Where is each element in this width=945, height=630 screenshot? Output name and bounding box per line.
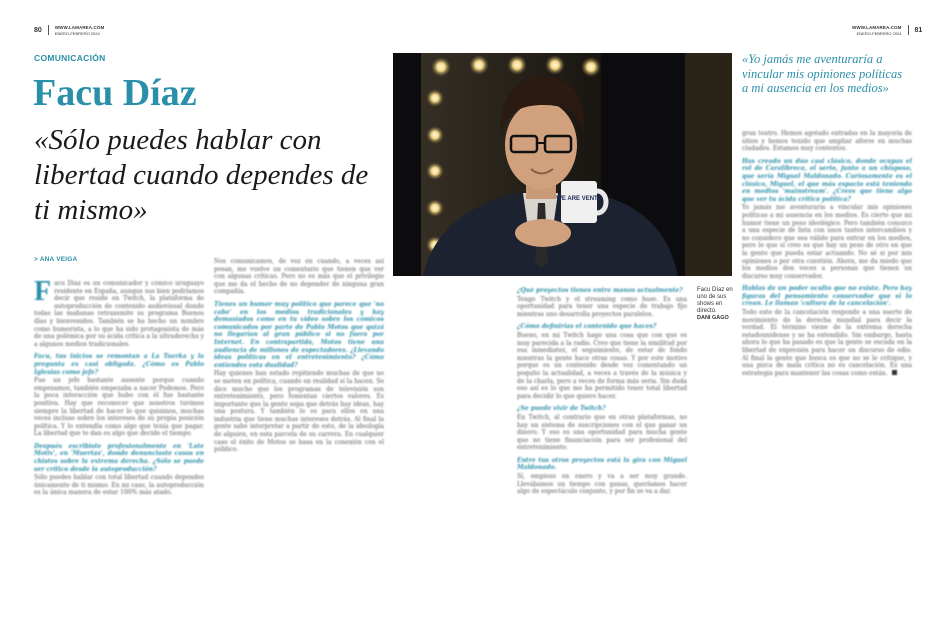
right-site: WWW.LAMAREA.COM [852,25,902,30]
right-page-header [852,25,922,36]
interview-question: ¿Cómo definirías el contenido que haces? [517,323,657,331]
article-column-1 [34,280,204,580]
interview-question: ¿Se puede vivir de Twitch? [517,405,606,413]
portrait-photo [393,53,732,276]
byline: > ANA VEIGA [34,256,78,263]
left-issue: ENERO-FEBRERO 2024 [54,30,100,36]
article-column-4 [742,130,912,588]
photo-credit: DANI GAGO [697,315,729,321]
interviewee-name: Facu Díaz [33,72,197,114]
end-of-article-mark [892,370,897,375]
caption-text: Facu Díaz en uno de sus shows en directo. [697,287,733,314]
paragraph: Sí, empiezo en enero y va a ser muy grande. Llevábamos un tiempo con ganas, queríamos hacer algo de espectáculo conjunto, y por fin se va a dar. [517,473,687,496]
photo-caption [697,287,733,322]
paragraph: gran teatro. Hemos agotado entradas en la mayoría de sitios y hemos tenido que ampliar aforos en muchas ciudades. Estamos muy contentos. [742,130,912,153]
interview-question: Tienes un humor muy político que parece que 'no cabe' en los medios tradicionales y hay demasiados como en tu vídeo sobre los cómicos comunicados por parte de Pablo Motos que quizá no llegarían al gran público si no fuera por Internet. En contrapartida, Motos tiene una audiencia de millones de espectadores. ¿Llevando ideas políticas en el entretenimiento? ¿Cómo entiendes esta dualidad? [214,300,384,369]
drop-cap: F [34,280,52,307]
article-column-2 [214,258,384,588]
paragraph: acu Díaz es un comunicador y cómico uruguayo residente en España, aunque sus bien podríamos decir que reside en Twitch, la plataforma de autoproducción de contenido audiovisual donde todas las mañanas retransmite su programa Buenos días y bienvenidos. También se ha hecho un nombre como humorista, a lo que ha sido protagonista de más de una polémica por su ácida crítica a la ultraderecha y a algunos medios tradicionales. [34,280,204,348]
interview-question: Entre tus otros proyectos está la gira con Miguel Maldonado. [517,456,687,472]
pull-quote: «Yo jamás me aventuraría a vincular mis opiniones políticas a mi ausencia en los medios» [742,52,903,95]
left-page-number: 80 [34,26,42,34]
paragraph: Tengo Twitch y el streaming como base. Es una oportunidad para tener una especie de trabajo fijo mientras uno desarrolla proyectos paralelos. [517,295,687,318]
left-header-text [55,25,105,36]
paragraph: Fue un jefe bastante ausente porque cuando empezamos, también empezaba a nacer Podemos. Pero la poca interacción que hubo con él fue bastante positiva. Hay que reconocer que nosotros tuvimos siempre la libertad de hacer lo que quisimos, muchas veces incluso sobre los intereses de su propia posición política. Y lo entendía como algo que tenía que pagar. La libertad que te dan es algo que decide el tiempo. [34,377,204,438]
header-divider [908,25,909,35]
interview-question: ¿Qué proyectos tienes entre manos actualmente? [517,287,683,294]
paragraph: Nos comunicamos, de vez en cuando, a veces así pesan, me vuelve un comentario que tienen que ver con algunas críticas. Pero no es más que el privilegio que me da el hecho de no depender de ninguna gran compañía. [214,258,384,296]
right-issue: ENERO-FEBRERO 2024 [856,30,902,36]
article-column-3 [517,287,687,587]
left-page-header [34,25,104,36]
paragraph: En Twitch, al contrario que en otras plataformas, no hay un sistema de suscripciones con el que ganar un dinero. Y eso es una oportunidad para mucha gente que no tiene financiación para ser profesional del entretenimiento. [517,413,687,452]
paragraph: Sólo puedes hablar con total libertad cuando dependes únicamente de ti mismo. En mi caso, la autoproducción es la única manera de estar 100% más atado. [34,474,204,497]
interview-question: Has creado un dúo casi clásico, donde ocupas el rol de Caralibreca, el serio, junto a un chisposo, que sería Miguel Maldonado. Curiosamente es el clásico, Miguel, el que más espacio está teniendo en medios 'mainstream'. ¿Crees que tiene algo que ver tu ácida crítica política? [742,157,912,203]
paragraph: Todo esto de la cancelación responde a una suerte de movimiento de la derecha mundial para decir la verdad. El término viene de la extrema derecha estadounidense y se ha extendido. Sin embargo, hasta ahora lo que ha pasado es que la gente se escuda en la libertad de expresión para hacer un discurso de odio. Al final la gente que busca es que no se le critique, y una pizca de mala crítica no es cancelación. Es una estrategia para mantener las cosas como están. [742,309,912,377]
article-headline: «Sólo puedes hablar con libertad cuando dependes de ti mismo» [34,124,369,226]
paragraph: Bueno, en mi Twitch hago una cosa que con que es muy parecida a la radio. Creo que tiene la similitud por esa inmediatez, el seguimiento, de estar de fondo mientras la gente hace otras cosas. Y por este motivo porque es un contenido desde voz comentando un poquito la actualidad, a veces a través de la música y de la charla, pero a veces de forma más seria. Sin duda eso así es lo que me ha permitido tener total libertad para decidir lo que quiero hacer. [517,331,687,400]
left-site: WWW.LAMAREA.COM [54,25,105,30]
mug-text: WE ARE VENTE [556,196,602,202]
section-label: COMUNICACIÓN [34,53,106,63]
header-divider [48,25,49,35]
interview-question: Facu, tus inicios se remontan a La Tuerka y la pregunta es casi obligada. ¿Cómo es Pablo Iglesias como jefe? [34,353,204,376]
interview-question: Después escribiste profesionalmente en 'Late Motiv', en 'Muertas', donde denunciaste casos en chistes sobre la extrema derecha. ¿Sólo se puede ser crítico desde la autoproducción? [34,442,204,473]
paragraph: Hay quienes han estado repitiendo muchas de que no se meten en política, cuando en realidad sí la hacen. Se dice mucho que los programas de televisión son entretenimiento, pero fomentan ciertos valores. Es importante que la gente sepa que detrás hay ideas, hay una postura. Y también lo es para ellos en una industria que tiene muchas intereses detrás. Al final la gente sabe interpretar a partir de esto, de la ideología de alguien, en esta parcela de su carrera. En cualquier caso el éxito de Motos se basa en la conexión con el público. [214,370,384,454]
right-page-number: 81 [914,26,923,34]
paragraph: Yo jamás me aventuraría a vincular mis opiniones políticas a mi ausencia en los medios. Es cierto que mi humor tiene un peso ideológico. Pero también conozco a una especie de lista con unos tantos intercambios y no considero que sea válido para entrar en los medios, pero lo que sí creo es que hay un peso de otro en que la gente que pueda estar actuando. No sé si por mis opiniones o por otra cuestión. Ahora, me da miedo que los medios den voces a personas que tienen un discurso muy conservador. [742,204,912,280]
right-header-text [852,25,902,36]
stage-portrait-illustration [393,53,732,276]
interview-question: Hablas de un poder oculto que no existe. Pero hay figuras del pensamiento conservador que sí lo crean. Le llaman 'cultura de la cancelación'. [742,285,912,308]
